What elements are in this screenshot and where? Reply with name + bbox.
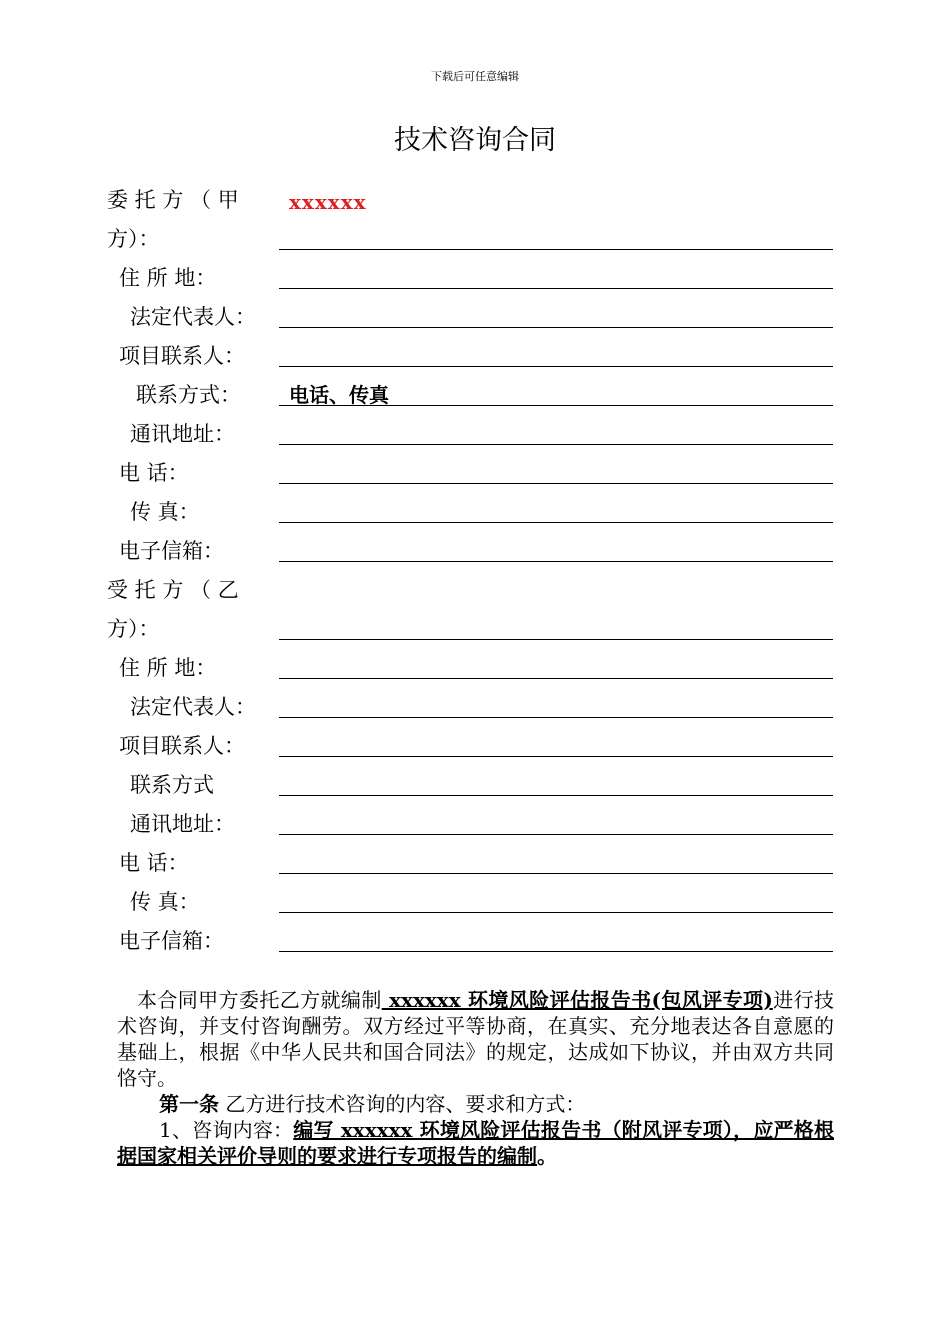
- intro-prefix: 本合同甲方委托乙方就编制: [137, 988, 382, 1012]
- party-b-contact-person-underline: [279, 756, 833, 757]
- party-b-contact-person-label: 项目联系人：: [119, 734, 245, 758]
- party-b-address-label: 住 所 地：: [119, 656, 217, 680]
- party-a-legal-rep-label: 法定代表人：: [130, 305, 256, 329]
- party-a-fax-label: 传 真：: [130, 500, 200, 524]
- party-b-fax-underline: [279, 912, 833, 913]
- party-a-contact-method-label: 联系方式：: [136, 383, 241, 407]
- intro-suffix: 进行技术咨询，并支付咨询酬劳。双方经过平等协商，在真实、充分地表达各自意愿的基础上，根据《中华人民共和国合同法》的规定，达成如下协议，并由双方共同恪守。: [117, 988, 835, 1090]
- header-note: 下载后可任意编辑: [431, 70, 519, 83]
- party-a-mail-address-label: 通讯地址：: [130, 422, 235, 446]
- party-b-email-label: 电子信箱：: [119, 929, 224, 953]
- party-b-mail-address-label: 通讯地址：: [130, 812, 235, 836]
- party-a-label-line2: 方）：: [107, 227, 160, 251]
- party-a-contact-method-value: 电话、传真: [289, 383, 389, 407]
- party-a-contact-method-underline: [279, 405, 833, 406]
- party-b-legal-rep-underline: [279, 717, 833, 718]
- party-b-name-underline: [279, 639, 833, 640]
- article1-paragraph: [117, 1091, 834, 1117]
- party-b-contact-method-label: 联系方式: [130, 773, 214, 797]
- party-b-phone-label: 电 话：: [119, 851, 189, 875]
- party-a-fax-underline: [279, 522, 833, 523]
- article1-heading: 第一条: [159, 1092, 219, 1116]
- party-a-phone-label: 电 话：: [119, 461, 189, 485]
- party-b-legal-rep-label: 法定代表人：: [130, 695, 256, 719]
- party-b-address-underline: [279, 678, 833, 679]
- party-b-mail-address-underline: [279, 834, 833, 835]
- party-b-label-line2: 方）：: [107, 617, 160, 641]
- article1-text: 乙方进行技术咨询的内容、要求和方式：: [219, 1092, 586, 1116]
- party-a-address-underline: [279, 288, 833, 289]
- item1-end: 。: [537, 1144, 557, 1168]
- party-b-phone-underline: [279, 873, 833, 874]
- party-b-contact-method-underline: [279, 795, 833, 796]
- item1-paragraph: [117, 1117, 834, 1169]
- party-b-label-line1: 受 托 方 （ 乙: [107, 578, 239, 602]
- party-a-label-line1: 委 托 方 （ 甲: [107, 188, 239, 212]
- intro-project-name: xxxxxx 环境风险评估报告书(包风评专项): [381, 988, 773, 1012]
- party-a-address-label: 住 所 地：: [119, 266, 217, 290]
- party-b-email-underline: [279, 951, 833, 952]
- party-a-contact-person-underline: [279, 366, 833, 367]
- intro-paragraph: [117, 987, 834, 1091]
- document-title: 技术咨询合同: [394, 125, 556, 156]
- party-a-legal-rep-underline: [279, 327, 833, 328]
- party-a-email-underline: [279, 561, 833, 562]
- party-a-phone-underline: [279, 483, 833, 484]
- party-a-contact-person-label: 项目联系人：: [119, 344, 245, 368]
- item1-content: 编写 xxxxxx 环境风险评估报告书（附风评专项），应严格根据国家相关评价导则的要求进行专项报告的编制: [117, 1118, 834, 1168]
- party-a-email-label: 电子信箱：: [119, 539, 224, 563]
- party-b-fax-label: 传 真：: [130, 890, 200, 914]
- party-a-name-underline: [279, 249, 833, 250]
- item1-prefix: 1、咨询内容：: [159, 1118, 294, 1142]
- party-a-mail-address-underline: [279, 444, 833, 445]
- party-a-name-value: xxxxxx: [289, 190, 367, 214]
